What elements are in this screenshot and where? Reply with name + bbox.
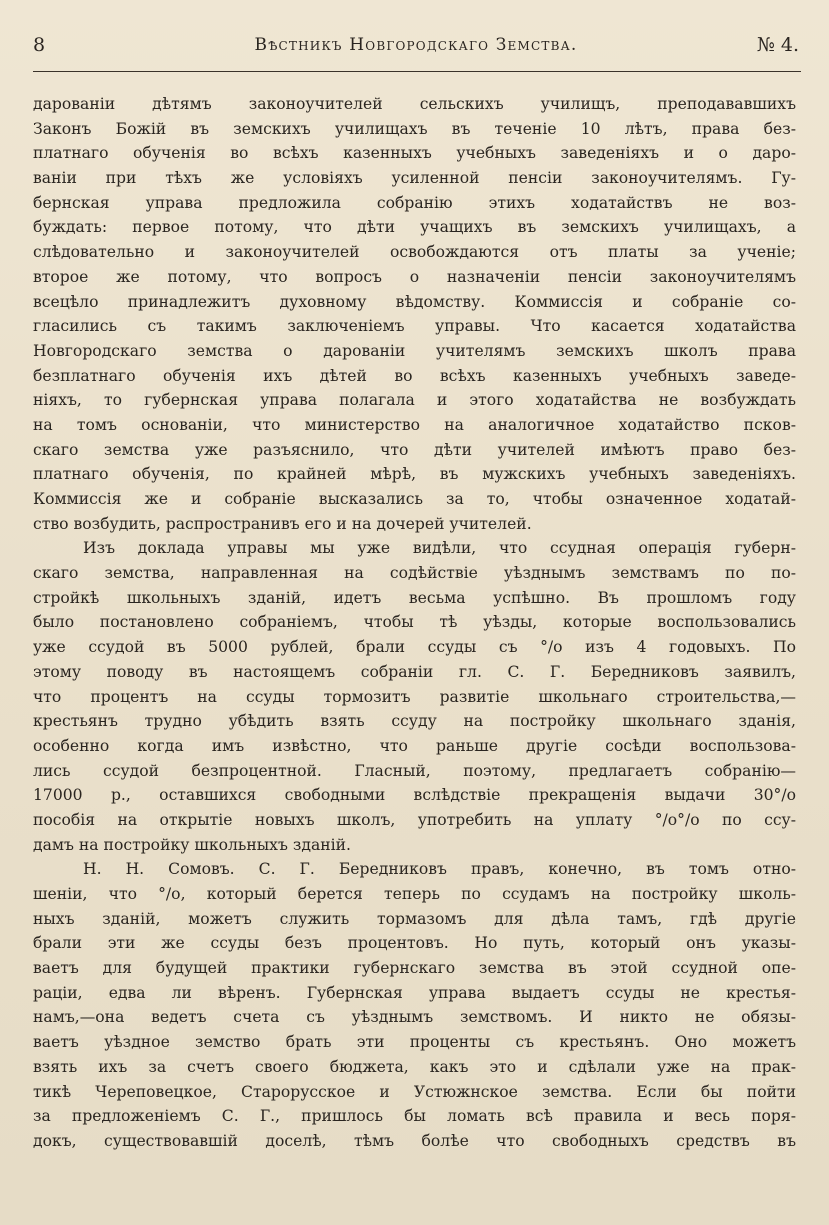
text-line: что процентъ на ссуды тормозитъ развитіе школьнаго строительства,— <box>33 687 796 706</box>
text-line: дарованіи дѣтямъ законоучителей сельскихъ училищъ, преподававшихъ <box>33 95 796 113</box>
text-line: ваетъ уѣздное земство брать эти проценты съ крестьянъ. Оно можетъ <box>33 1033 796 1052</box>
page-header <box>33 34 799 66</box>
issue-number: № 4. <box>756 34 799 56</box>
text-line: за предложеніемъ С. Г., пришлось бы ломать всѣ правила и весь поря- <box>33 1107 796 1126</box>
text-line: 17000 р., оставшихся свободными вслѣдствіе прекращенія выдачи 30°/о <box>33 786 796 805</box>
text-line: шеніи, что °/о, который берется теперь по ссудамъ на постройку школь- <box>33 885 796 903</box>
text-line: брали эти же ссуды безъ процентовъ. Но путь, который онъ указы- <box>33 934 796 953</box>
text-line: тикѣ Череповецкое, Старорусское и Устюжнское земства. Если бы пойти <box>33 1082 796 1101</box>
text-line: на томъ основаніи, что министерство на аналогичное ходатайство псков- <box>33 415 796 434</box>
text-line: второе же потому, что вопросъ о назначеніи пенсіи законоучителямъ <box>33 267 796 286</box>
text-line: скаго земства, направленная на содѣйствіе уѣзднымъ земствамъ по по- <box>33 564 796 583</box>
running-title: Вѣстникъ Новгородскаго Земства. <box>254 35 578 55</box>
text-line: Изъ доклада управы мы уже видѣли, что ссудная операція губерн- <box>83 539 796 558</box>
text-line: Коммиссія же и собраніе высказались за то, чтобы означенное ходатай- <box>33 490 796 508</box>
text-line: особенно когда имъ извѣстно, что раньше другіе сосѣди воспользова- <box>33 736 796 755</box>
header-rule <box>33 71 801 72</box>
text-line: ныхъ зданій, можетъ служить тормазомъ для дѣла тамъ, гдѣ другіе <box>33 909 796 928</box>
text-line: всецѣло принадлежитъ духовному вѣдомству. Коммиссія и собраніе со- <box>33 292 796 311</box>
page-number: 8 <box>33 34 46 56</box>
text-line: буждать: первое потому, что дѣти учащихъ въ земскихъ училищахъ, а <box>33 218 796 237</box>
text-line: этому поводу въ настоящемъ собраніи гл. С. Г. Бередниковъ заявилъ, <box>33 662 796 681</box>
text-line: уже ссудой въ 5000 рублей, брали ссуды съ °/о изъ 4 годовыхъ. По <box>33 638 796 657</box>
text-line: ваніи при тѣхъ же условіяхъ усиленной пенсіи законоучителямъ. Гу- <box>33 169 796 188</box>
text-line: было постановлено собраніемъ, чтобы тѣ уѣзды, которые воспользовались <box>33 613 796 632</box>
paragraph <box>33 536 796 857</box>
text-line: Н. Н. Сомовъ. С. Г. Бередниковъ правъ, конечно, въ томъ отно- <box>83 860 796 879</box>
text-line: лись ссудой безпроцентной. Гласный, поэтому, предлагаетъ собранію— <box>33 761 796 780</box>
body-text <box>33 92 796 1154</box>
text-line: взять ихъ за счетъ своего бюджета, какъ это и сдѣлали уже на прак- <box>33 1057 796 1076</box>
paragraph <box>33 92 796 536</box>
text-line: докъ, существовавшій доселѣ, тѣмъ болѣе что свободныхъ средствъ въ <box>33 1131 796 1150</box>
text-line: пособія на открытіе новыхъ школъ, употребить на уплату °/о°/о по ссу- <box>33 810 796 829</box>
text-line: стройкѣ школьныхъ зданій, идетъ весьма успѣшно. Въ прошломъ году <box>33 588 796 607</box>
text-line: намъ,—она ведетъ счета съ уѣзднымъ земствомъ. И никто не обязы- <box>33 1008 796 1027</box>
text-line: крестьянъ трудно убѣдить взять ссуду на постройку школьнаго зданія, <box>33 712 796 731</box>
text-line: платнаго обученія во всѣхъ казенныхъ учебныхъ заведеніяхъ и о даро- <box>33 144 796 163</box>
text-line: Новгородскаго земства о дарованіи учителямъ земскихъ школъ права <box>33 341 796 360</box>
text-line: безплатнаго обученія ихъ дѣтей во всѣхъ казенныхъ учебныхъ заведе- <box>33 366 796 385</box>
text-line: раціи, едва ли вѣренъ. Губернская управа выдаетъ ссуды не крестья- <box>33 983 796 1002</box>
text-line: слѣдовательно и законоучителей освобождаются отъ платы за ученіе; <box>33 243 796 262</box>
text-line: бернская управа предложила собранію этихъ ходатайствъ не воз- <box>33 193 796 212</box>
text-line: скаго земства уже разъяснило, что дѣти учителей имѣютъ право без- <box>33 440 796 459</box>
text-line: гласились съ такимъ заключеніемъ управы. Что касается ходатайства <box>33 317 796 336</box>
text-line: платнаго обученія, по крайней мѣрѣ, въ мужскихъ учебныхъ заведеніяхъ. <box>33 465 796 484</box>
text-line: дамъ на постройку школьныхъ зданій. <box>33 835 351 854</box>
paragraph <box>33 857 796 1153</box>
text-line: ніяхъ, то губернская управа полагала и этого ходатайства не возбуждать <box>33 391 796 410</box>
text-line: Законъ Божій въ земскихъ училищахъ въ теченіе 10 лѣтъ, права без- <box>33 119 796 138</box>
text-line: ство возбудить, распространивъ его и на дочерей учителей. <box>33 514 532 533</box>
text-line: ваетъ для будущей практики губернскаго земства въ этой ссудной опе- <box>33 959 796 978</box>
